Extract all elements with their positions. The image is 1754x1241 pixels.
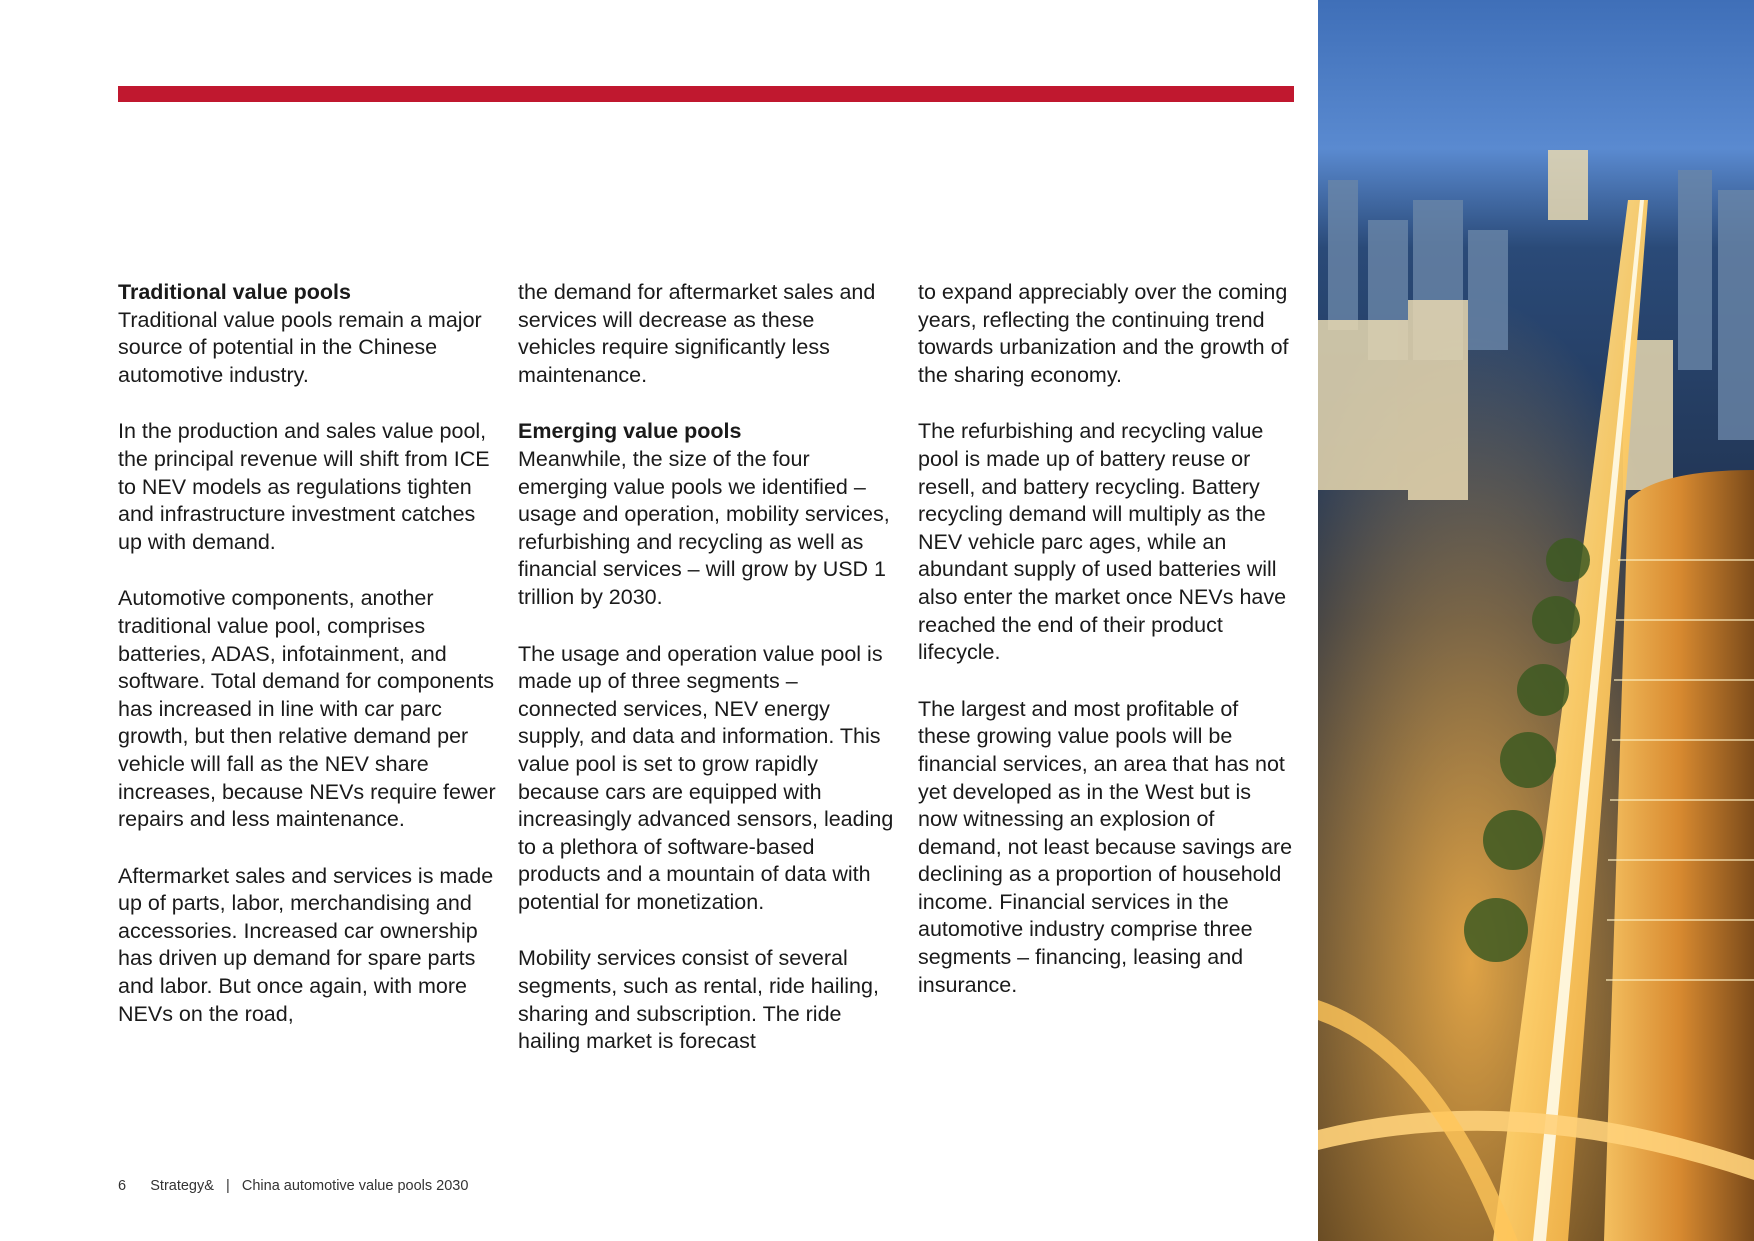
paragraph: to expand appreciably over the coming years, reflecting the continuing trend towards urbanization and the growth of the sharing economy. (918, 280, 1289, 387)
footer-separator: | (226, 1178, 230, 1194)
page-number: 6 (118, 1178, 127, 1194)
paragraph: the demand for aftermarket sales and services will decrease as these vehicles require significantly less maintenance. (518, 280, 876, 387)
city-night-photo (1318, 0, 1754, 1241)
footer-publication: China automotive value pools 2030 (241, 1178, 469, 1194)
text-column-2 (518, 279, 896, 1085)
paragraph: In the production and sales value pool, the principal revenue will shift from ICE to NEV models as regulations tighten and infrastructure investment catches up with demand. (118, 419, 490, 554)
paragraph: The largest and most profitable of these growing value pools will be financial services, an area that has not yet developed as in the West but is now witnessing an explosion of demand, not least because savings are declining as a proportion of household income. Financial services in the automotive industry comprise three segments – financing, leasing and insurance. (918, 696, 1293, 997)
paragraph: The refurbishing and recycling value pool is made up of battery reuse or resell, and battery recycling. Battery recycling demand will multiply as the NEV vehicle parc ages, while an abundant supply of used batteries will also enter the market once NEVs have reached the end of their product lifecycle. (918, 419, 1287, 665)
paragraph: Aftermarket sales and services is made up of parts, labor, merchandising and accessories. Increased car ownership has driven up demand for spare parts and labor. But once again, with more NEVs on the road, (118, 863, 494, 1026)
footer-brand: Strategy& (150, 1178, 214, 1194)
paragraph: The usage and operation value pool is made up of three segments – connected services, NEV energy supply, and data and information. This value pool is set to grow rapidly because cars are equipped with increasingly advanced sensors, leading to a plethora of software-based products and a mountain of data with potential for monetization. (518, 641, 894, 914)
text-column-3 (918, 279, 1296, 1028)
paragraph: Mobility services consist of several segments, such as rental, ride hailing, sharing and subscription. The ride hailing market is forecast (518, 946, 879, 1054)
accent-bar (118, 86, 1294, 102)
paragraph: Automotive components, another traditional value pool, comprises batteries, ADAS, infotainment, and software. Total demand for components has increased in line with car parc growth, but then relative demand per vehicle will fall as the NEV share increases, because NEVs require fewer repairs and less maintenance. (118, 586, 496, 832)
section-heading-traditional: Traditional value pools (118, 280, 351, 304)
page-footer (118, 1178, 468, 1194)
section-heading-emerging: Emerging value pools (518, 419, 742, 444)
city-night-illustration (1318, 0, 1754, 1241)
text-column-1 (118, 279, 496, 1057)
paragraph: Meanwhile, the size of the four emerging value pools we identified – usage and operation, mobility services, refurbishing and recycling as well as financial services – will grow by USD 1 trillion by 2030. (518, 446, 890, 609)
paragraph: Traditional value pools remain a major source of potential in the Chinese automotive industry. (118, 307, 482, 387)
